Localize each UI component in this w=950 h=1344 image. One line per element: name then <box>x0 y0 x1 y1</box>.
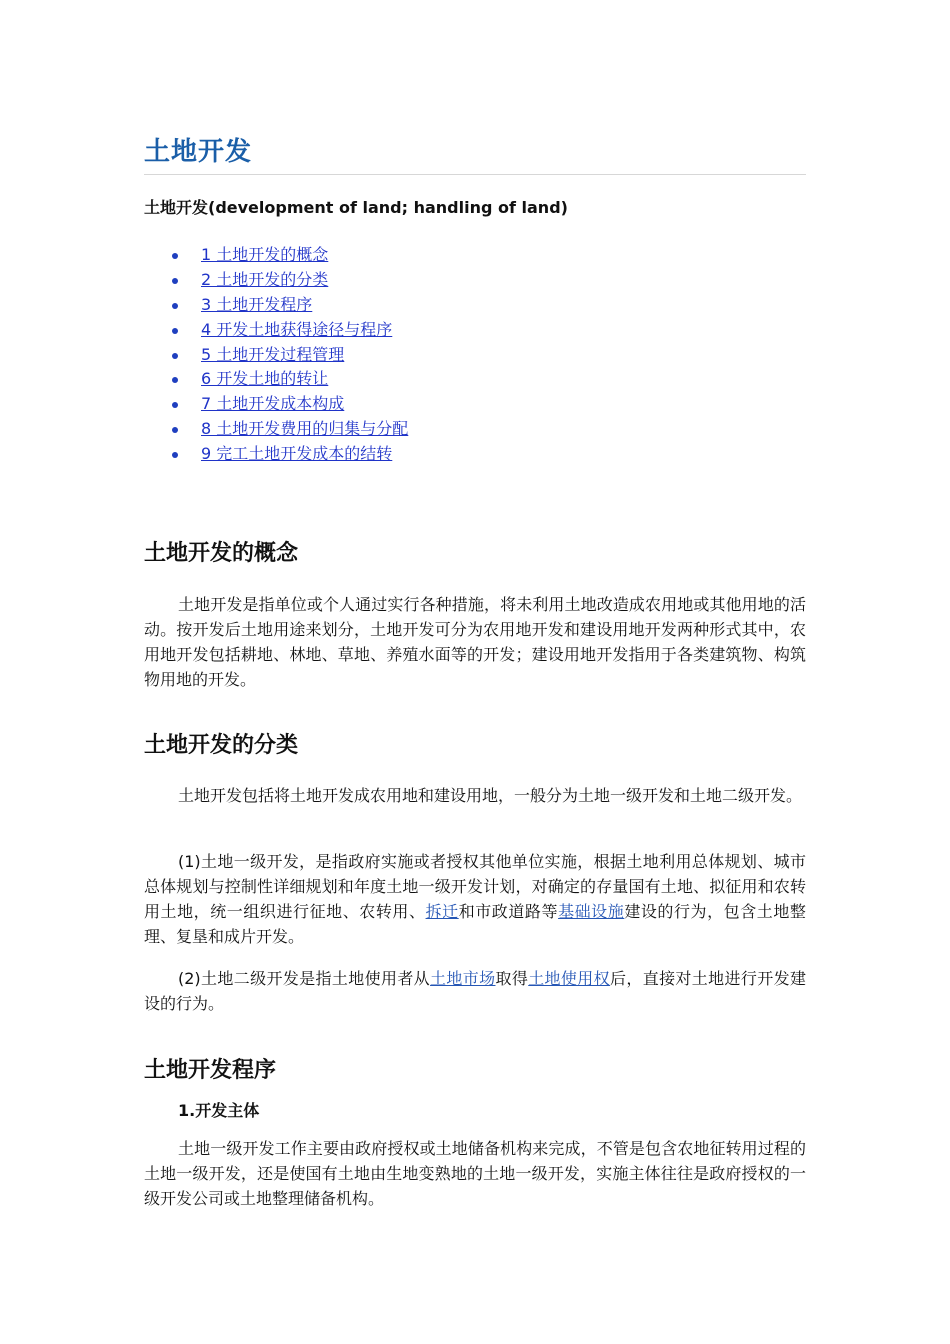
bullet-icon <box>172 253 178 259</box>
paragraph-text: (2)土地二级开发是指土地使用者从 <box>178 969 431 988</box>
bullet-icon <box>172 377 178 383</box>
classification-paragraph-2 <box>144 849 806 949</box>
toc-item <box>144 318 408 343</box>
bullet-icon <box>172 278 178 284</box>
toc-link-7[interactable]: 7 土地开发成本构成 <box>201 394 345 414</box>
toc-link-3[interactable]: 3 土地开发程序 <box>201 294 313 314</box>
section-heading-concept: 土地开发的概念 <box>144 541 299 566</box>
paragraph-text: 建设的行为，包含土地整理、复垦和成片开发。 <box>144 902 806 946</box>
toc-item <box>144 343 408 368</box>
toc-link-5[interactable]: 5 土地开发过程管理 <box>201 344 345 364</box>
subheading-developer: 1.开发主体 <box>178 1101 260 1120</box>
toc-item <box>144 442 408 467</box>
toc-item <box>144 243 408 268</box>
procedure-paragraph: 土地一级开发工作主要由政府授权或土地储备机构来完成，不管是包含农地征转用过程的土地一级开发，还是使国有土地由生地变熟地的土地一级开发，实施主体往往是政府授权的一级开发公司或土地整理储备机构。 <box>144 1139 806 1208</box>
classification-paragraph-1: 土地开发包括将土地开发成农用地和建设用地，一般分为土地一级开发和土地二级开发。 <box>178 786 803 805</box>
toc-item <box>144 293 408 318</box>
bullet-icon <box>172 303 178 309</box>
bullet-icon <box>172 328 178 334</box>
bullet-icon <box>172 353 178 359</box>
link-land-market[interactable]: 土地市场 <box>430 969 496 988</box>
toc-link-6[interactable]: 6 开发土地的转让 <box>201 369 329 389</box>
page-subtitle: 土地开发(development of land; handling of land) <box>144 198 568 217</box>
page-title: 土地开发 <box>144 137 253 167</box>
concept-paragraph: 土地开发是指单位或个人通过实行各种措施，将未利用土地改造成农用地或其他用地的活动。按开发后土地用途来划分，土地开发可分为农用地开发和建设用地开发两种形式其中，农用地开发包括耕地、林地、草地、养殖水面等的开发；建设用地开发指用于各类建筑物、构筑物用地的开发。 <box>144 595 806 689</box>
toc-link-2[interactable]: 2 土地开发的分类 <box>201 269 329 289</box>
paragraph-text: (1)土地一级开发，是指政府实施或者授权其他单位实施，根据土地利用总体规划、城市总体规划与控制性详细规划和年度土地一级开发计划，对确定的存量国有土地、拟征用和农转用土地，统一组织进行征地、农转用、 <box>144 852 806 921</box>
classification-paragraph-3 <box>144 966 806 1016</box>
toc-item <box>144 417 408 442</box>
toc-item <box>144 392 408 417</box>
section-heading-classification: 土地开发的分类 <box>144 733 299 758</box>
paragraph-text: 取得 <box>495 969 529 988</box>
bullet-icon <box>172 402 178 408</box>
table-of-contents <box>144 243 408 467</box>
paragraph-text: 和市政道路等 <box>458 902 559 921</box>
toc-link-9[interactable]: 9 完工土地开发成本的结转 <box>201 444 393 464</box>
section-heading-procedure: 土地开发程序 <box>144 1058 277 1083</box>
toc-item <box>144 367 408 392</box>
link-infrastructure[interactable]: 基础设施 <box>558 902 625 921</box>
title-divider <box>144 174 806 175</box>
toc-link-8[interactable]: 8 土地开发费用的归集与分配 <box>201 419 409 439</box>
toc-link-1[interactable]: 1 土地开发的概念 <box>201 245 329 264</box>
paragraph-text: 后，直接对土地进行开发建设的行为。 <box>144 969 806 1013</box>
toc-item <box>144 268 408 293</box>
bullet-icon <box>172 427 178 433</box>
link-land-use-right[interactable]: 土地使用权 <box>528 969 610 988</box>
toc-link-4[interactable]: 4 开发土地获得途径与程序 <box>201 319 393 339</box>
link-demolition[interactable]: 拆迁 <box>425 902 459 921</box>
bullet-icon <box>172 452 178 458</box>
